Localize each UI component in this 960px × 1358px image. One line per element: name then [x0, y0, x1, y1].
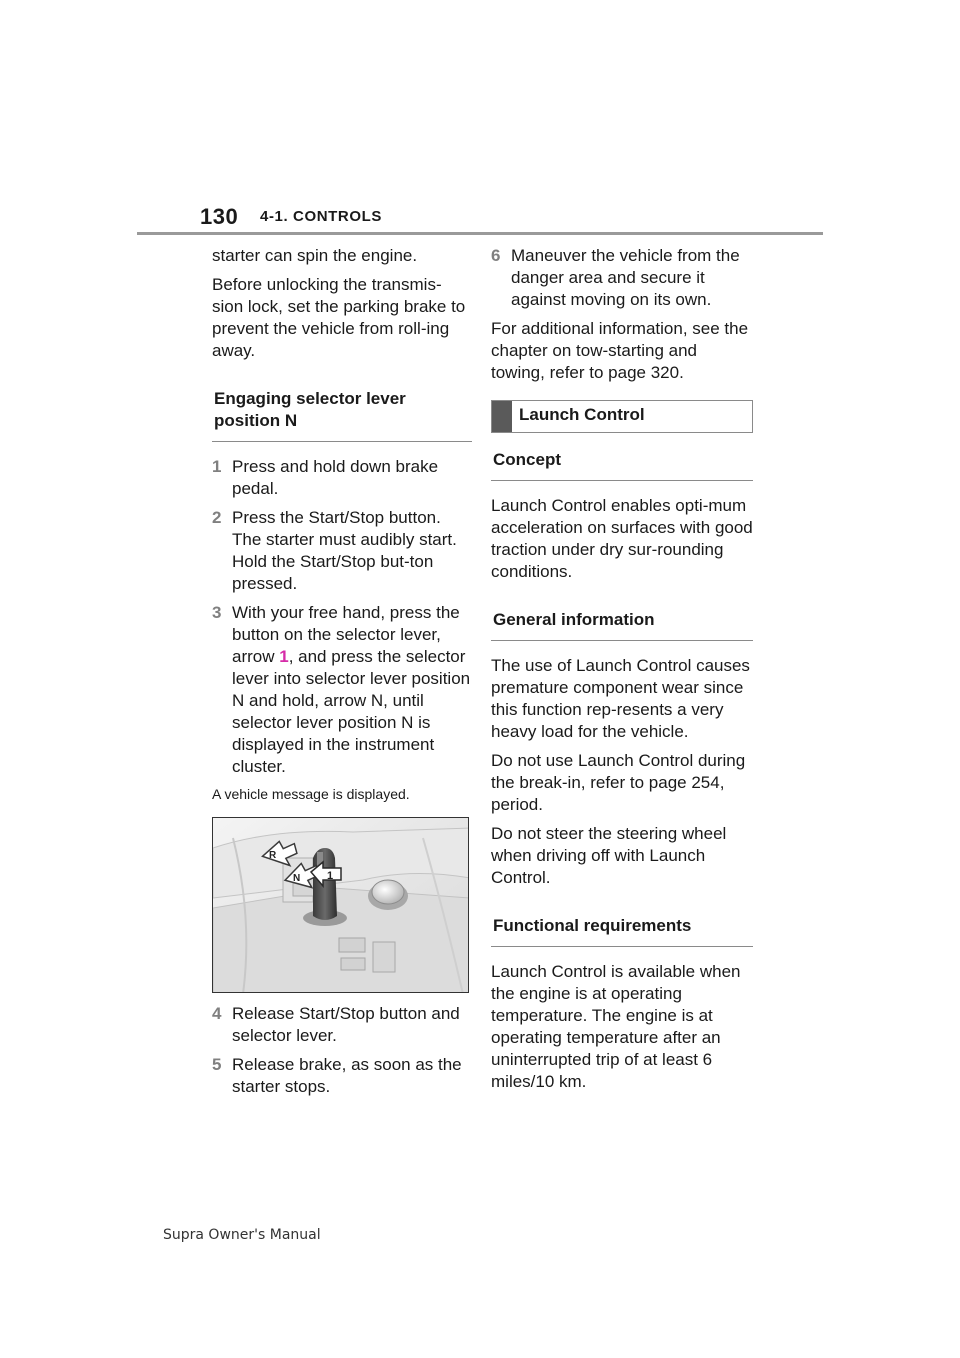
subheading-general-information: General information — [491, 609, 753, 641]
step-item — [212, 507, 472, 595]
selector-lever-illustration — [213, 818, 469, 993]
arrow-n-label: N — [293, 873, 301, 884]
step-text-after: , and press the selector lever into selector lever position N and hold, arrow N, until selector lever position N is displayed in the instrument cluster. — [232, 647, 471, 776]
step-item — [212, 1054, 472, 1098]
section-bar — [492, 401, 512, 432]
general-paragraph: The use of Launch Control causes premature component wear since this function rep-resents a very heavy load for the vehicle. — [491, 656, 750, 741]
header-rule — [137, 232, 823, 235]
arrow-reference: 1 — [279, 647, 289, 666]
step-item — [212, 1003, 472, 1047]
vehicle-message-note: A vehicle message is displayed. — [212, 786, 410, 802]
step-item — [491, 245, 753, 311]
step-number: 6 — [491, 246, 501, 265]
step-text-before: With your free hand, press the button on the selector lever, arrow — [232, 603, 460, 666]
step-text: Press and hold down brake pedal. — [232, 457, 439, 498]
step-number: 3 — [212, 603, 222, 622]
page-number: 130 — [200, 204, 239, 229]
subheading-concept: Concept — [491, 449, 753, 481]
step-number: 1 — [212, 457, 222, 476]
section-title: Launch Control — [519, 405, 645, 424]
step-text: Press the Start/Stop button. The starter must audibly start. Hold the Start/Stop but-ton pressed. — [232, 508, 457, 593]
step-number: 5 — [212, 1055, 222, 1074]
step-item — [212, 456, 472, 500]
more-info-paragraph: For additional information, see the chapter on tow-starting and towing, refer to page 320. — [491, 319, 749, 382]
intro-paragraph: starter can spin the engine. — [212, 246, 418, 265]
step-text: Maneuver the vehicle from the danger area and secure it against moving on its own. — [511, 246, 740, 309]
subheading-selector-n: Engaging selector lever position N — [212, 388, 472, 442]
selector-lever-figure — [212, 817, 469, 993]
step-text: Release Start/Stop button and selector lever. — [232, 1004, 460, 1045]
page-header — [0, 0, 960, 240]
step-item — [212, 602, 472, 778]
right-column — [491, 245, 753, 1100]
step-number: 2 — [212, 508, 222, 527]
subheading-functional-requirements: Functional requirements — [491, 915, 753, 947]
general-paragraph: Do not use Launch Control during the break-in, refer to page 254, period. — [491, 751, 746, 814]
chapter-title: 4-1. CONTROLS — [260, 208, 382, 225]
step-number: 4 — [212, 1004, 222, 1023]
arrow-r-label: R — [269, 850, 277, 861]
concept-paragraph: Launch Control enables opti-mum acceleration on surfaces with good traction under dry sur-rounding conditions. — [491, 496, 753, 581]
arrow-1-label: 1 — [327, 870, 334, 882]
functional-paragraph: Launch Control is available when the engine is at operating temperature. The engine is at operating temperature after an uninterrupted trip of at least 6 miles/10 km. — [491, 962, 741, 1091]
section-launch-control — [491, 400, 753, 433]
footer-manual-title: Supra Owner's Manual — [163, 1227, 321, 1243]
step-text: Release brake, as soon as the starter stops. — [232, 1055, 462, 1096]
general-paragraph: Do not steer the steering wheel when driving off with Launch Control. — [491, 824, 727, 887]
intro-paragraph: Before unlocking the transmis-sion lock, set the parking brake to prevent the vehicle from roll-ing away. — [212, 275, 466, 360]
left-column — [212, 245, 472, 1105]
